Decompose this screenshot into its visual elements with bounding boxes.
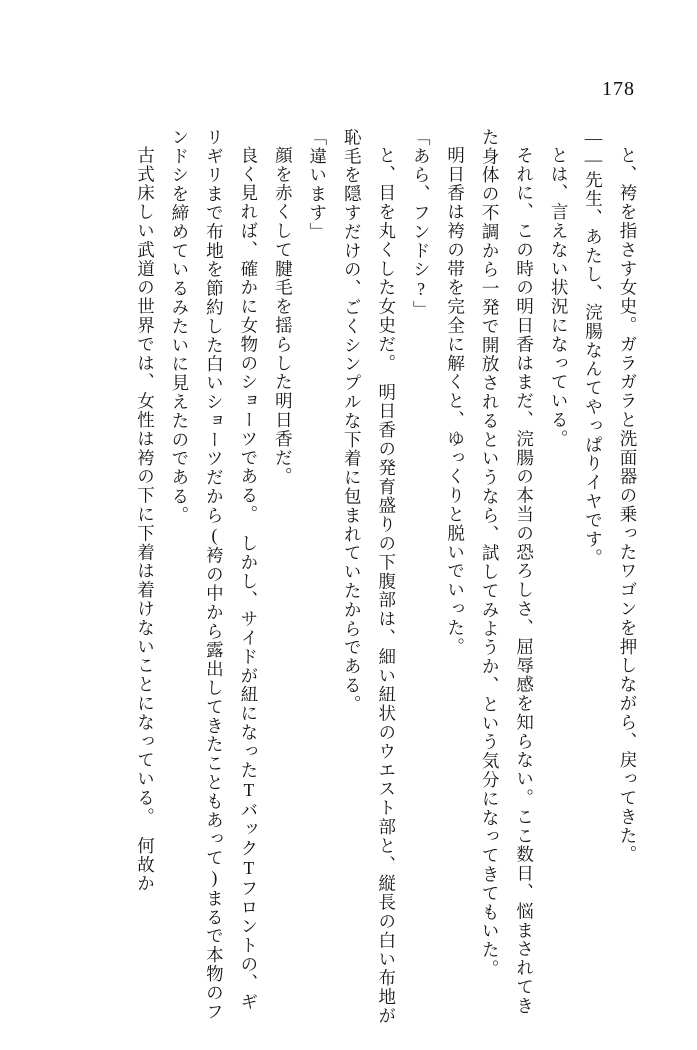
paragraph: 古式床しい武道の世界では、女性は袴の下に下着は着けないことになっている。 何故か xyxy=(135,145,156,893)
page-number: 178 xyxy=(602,78,635,100)
paragraph: とは、言えない状況になっている。 xyxy=(549,145,570,448)
paragraph: と、目を丸くした女史だ。 明日香の発育盛りの下腹部は、細い紐状のウエスト部と、縦長の白い布地が恥毛を隠すだけの、ごくシンプルな下着に包まれていたからである。 xyxy=(342,128,397,1026)
paragraph: 「あら、フンドシ?」 xyxy=(411,128,432,320)
paragraph: ——先生、あたし、浣腸なんてやっぱりイヤです。 xyxy=(583,128,604,568)
paragraph: 良く見れば、確かに女物のショーツである。 しかし、サイドが紐になったTバックTフロントの、ギリギリまで布地を節約した白いショーツだから(袴の中から露出してきたこともあって)まるで本物のフンドシを締めているみたいに見えたのである。 xyxy=(169,128,259,1022)
paragraph: それに、この時の明日香はまだ、浣腸の本当の恐ろしさ、屈辱感を知らない。ここ数日、悩まされてきた身体の不調から一発で開放されるというなら、試してみようか、という気分になってきてもいた。 xyxy=(480,128,535,1015)
paragraph: 顔を赤くして腱毛を揺らした明日香だ。 xyxy=(273,145,294,486)
paragraph: と、袴を指さす女史。ガラガラと洗面器の乗ったワゴンを押しながら、戻ってきた。 xyxy=(618,145,638,864)
paragraph: 「違います」 xyxy=(307,128,328,242)
page-body-text xyxy=(52,128,645,1028)
paragraph: 明日香は袴の帯を完全に解くと、ゆっくりと脱いでいった。 xyxy=(445,145,466,656)
